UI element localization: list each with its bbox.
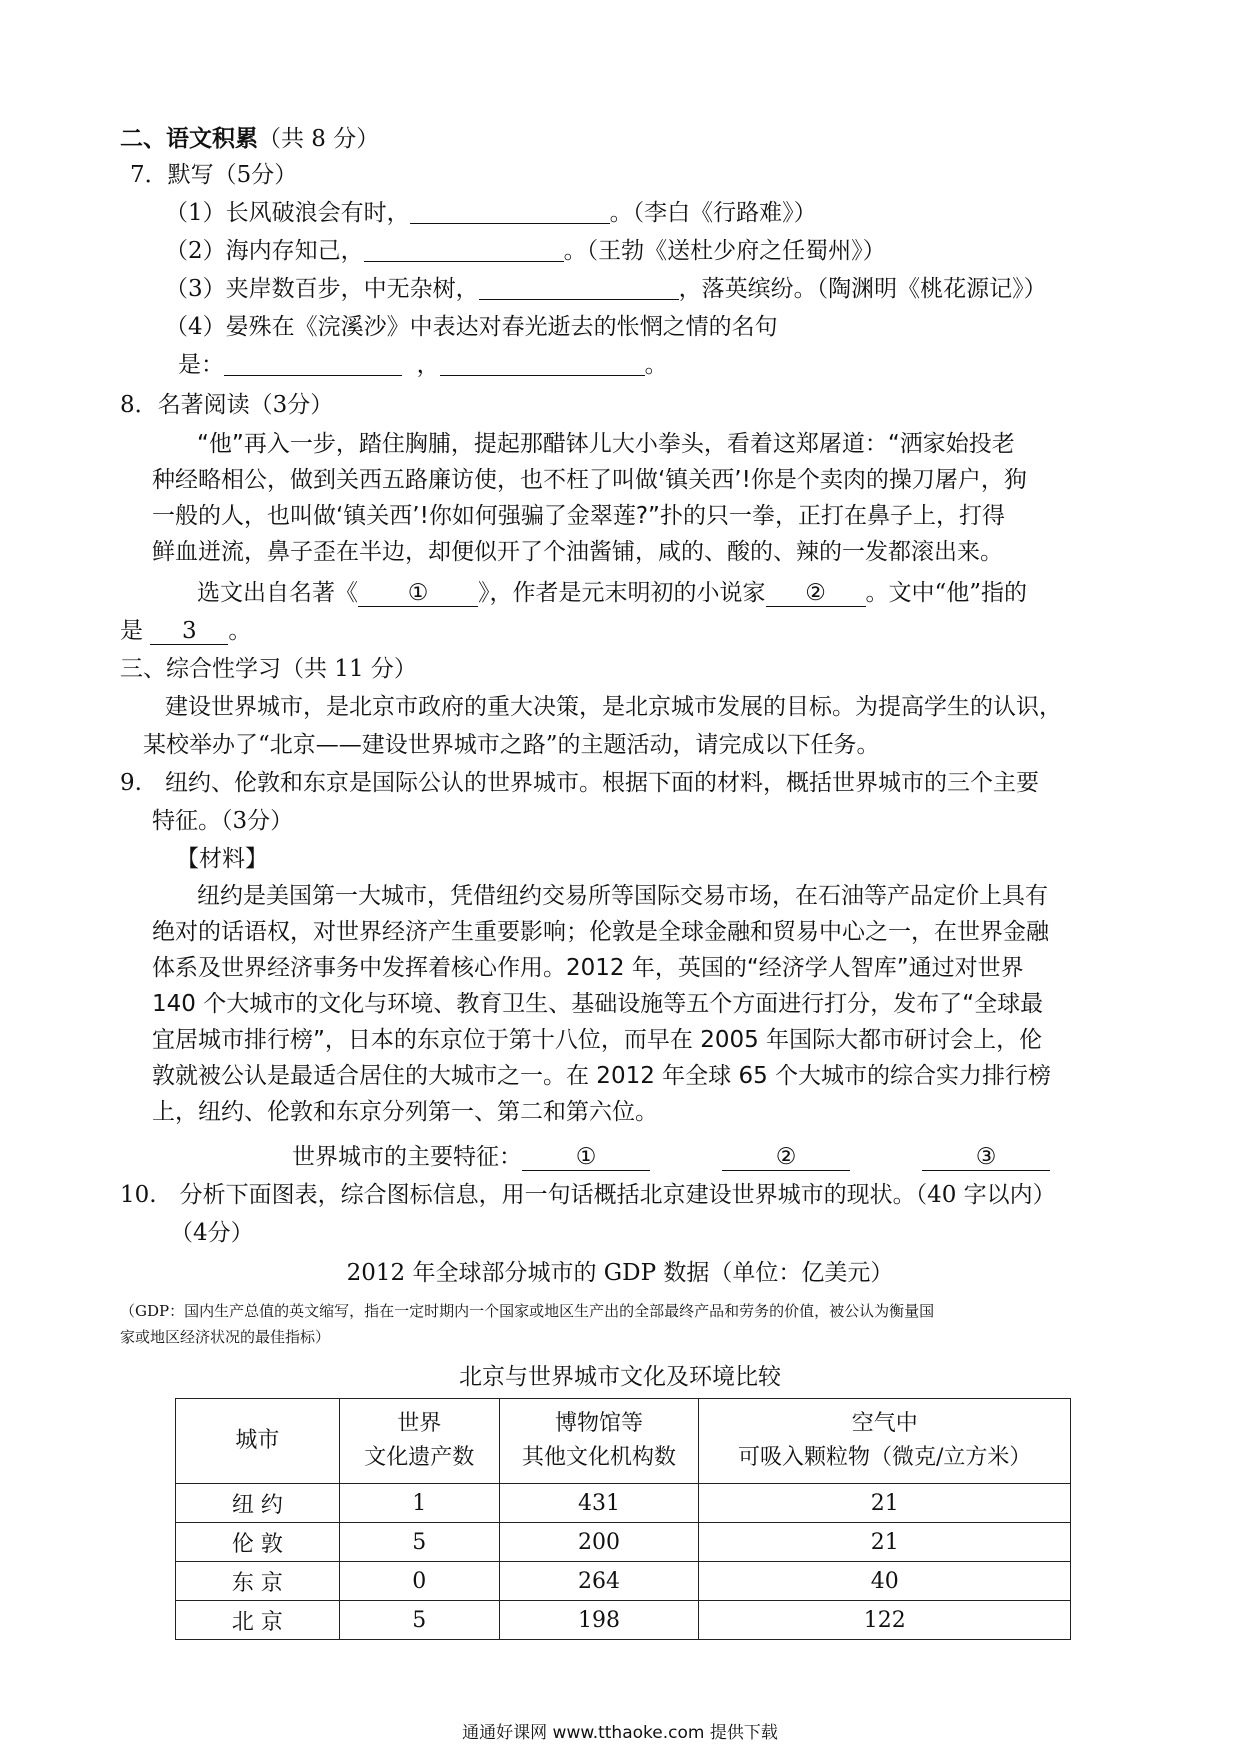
q9-answer-blank-2[interactable]: ② bbox=[722, 1144, 850, 1171]
q8-question-e: 。 bbox=[228, 618, 252, 644]
section2-title-rest: （共 8 分） bbox=[258, 126, 380, 152]
gdp-caption: 2012 年全球部分城市的 GDP 数据（单位：亿美元） bbox=[346, 1260, 894, 1286]
cell-city: 北 京 bbox=[176, 1601, 340, 1640]
q8-blank-3[interactable]: 3 bbox=[150, 618, 228, 645]
cell-museums: 198 bbox=[499, 1601, 699, 1640]
q9-material-line-7: 上，纽约、伦敦和东京分列第一、第二和第六位。 bbox=[152, 1099, 658, 1125]
q8-question-b: 》，作者是元末明初的小说家 bbox=[478, 580, 766, 606]
q8-blank-1[interactable]: ① bbox=[358, 580, 478, 607]
q8-passage-line-1: “他”再入一步，踏住胸脯，提起那醋钵儿大小拳头，看着这郑屠道：“洒家始投老 bbox=[197, 431, 1015, 457]
q9-answer-label: 世界城市的主要特征： bbox=[292, 1144, 522, 1170]
q7-item-4-line2-mid: ， bbox=[416, 352, 440, 378]
section3-title: 三、综合性学习（共 11 分） bbox=[120, 656, 417, 682]
q7-item-4: （4）晏殊在《浣溪沙》中表达对春光逝去的怅惘之情的名句 bbox=[165, 314, 778, 340]
q9-line-1: 9. 纽约、伦敦和东京是国际公认的世界城市。根据下面的材料，概括世界城市的三个主要 bbox=[120, 770, 1039, 796]
q9-material-line-4: 140 个大城市的文化与环境、教育卫生、基础设施等五个方面进行打分，发布了“全球最 bbox=[152, 991, 1044, 1017]
table-row bbox=[176, 1484, 1071, 1523]
q10-line-1: 10. 分析下面图表，综合图标信息，用一句话概括北京建设世界城市的现状。（40 字以内） bbox=[120, 1182, 1056, 1208]
q7-item-1-post: 。（李白《行路难》） bbox=[609, 200, 817, 226]
cell-museums: 431 bbox=[499, 1484, 699, 1523]
q7-item-3-pre: （3）夹岸数百步，中无杂树， bbox=[165, 276, 479, 302]
cell-particulates: 122 bbox=[699, 1601, 1071, 1640]
section2-title-bold: 二、语文积累 bbox=[120, 126, 258, 152]
q7-item-2-blank[interactable] bbox=[364, 237, 564, 262]
q8-passage-line-2: 种经略相公，做到关西五路廉访使，也不枉了叫做‘镇关西’!你是个卖肉的操刀屠户，狗 bbox=[152, 467, 1027, 493]
q7-item-4-line2-pre: 是： bbox=[178, 352, 224, 378]
q9-material bbox=[152, 878, 1132, 1130]
gdp-note-line-1: （GDP：国内生产总值的英文缩写，指在一定时期内一个国家或地区生产出的全部最终产品和劳务的价值，被公认为衡量国 bbox=[120, 1302, 935, 1320]
q8-passage-line-3: 一般的人，也叫做‘镇关西’!你如何强骗了金翠莲?”扑的只一拳，正打在鼻子上，打得 bbox=[152, 503, 1005, 529]
q9-material-label: 【材料】 bbox=[176, 846, 268, 872]
table-row bbox=[176, 1562, 1071, 1601]
cell-particulates: 40 bbox=[699, 1562, 1071, 1601]
q7-item-4-line2-post: 。 bbox=[644, 352, 668, 378]
q9-material-line-1: 纽约是美国第一大城市，凭借纽约交易所等国际交易市场，在石油等产品定价上具有 bbox=[197, 883, 1048, 909]
cell-heritage: 5 bbox=[339, 1601, 499, 1640]
comparison-table bbox=[175, 1398, 1071, 1640]
cell-city: 伦 敦 bbox=[176, 1523, 340, 1562]
cell-heritage: 0 bbox=[339, 1562, 499, 1601]
q7-item-4-blank-a[interactable] bbox=[224, 351, 402, 376]
header-museums: 博物馆等 其他文化机构数 bbox=[499, 1399, 699, 1484]
q8-question-d: 是 bbox=[120, 618, 143, 644]
q9-material-line-3: 体系及世界经济事务中发挥着核心作用。2012 年，英国的“经济学人智库”通过对世界 bbox=[152, 955, 1024, 981]
section3-intro-line-2: 某校举办了“北京——建设世界城市之路”的主题活动，请完成以下任务。 bbox=[143, 732, 880, 758]
q8-blank-2[interactable]: ② bbox=[766, 580, 866, 607]
cell-heritage: 5 bbox=[339, 1523, 499, 1562]
q7-item-1-pre: （1）长风破浪会有时， bbox=[165, 200, 410, 226]
q7-item-3 bbox=[165, 274, 1047, 304]
q9-answer-blank-1[interactable]: ① bbox=[522, 1144, 650, 1171]
q9-material-line-6: 敦就被公认是最适合居住的大城市之一。在 2012 年全球 65 个大城市的综合实力排行榜 bbox=[152, 1063, 1052, 1089]
q8-passage bbox=[152, 426, 1132, 570]
cell-museums: 200 bbox=[499, 1523, 699, 1562]
gdp-note bbox=[120, 1298, 1120, 1350]
cell-city: 东 京 bbox=[176, 1562, 340, 1601]
q7-item-1-blank[interactable] bbox=[410, 199, 610, 224]
gdp-note-line-2: 家或地区经济状况的最佳指标） bbox=[120, 1328, 331, 1346]
q7-item-2 bbox=[165, 236, 886, 266]
q9-line-2: 特征。（3分） bbox=[152, 808, 294, 834]
q7-item-2-pre: （2）海内存知己， bbox=[165, 238, 364, 264]
q7-item-4-blank-b[interactable] bbox=[440, 351, 645, 376]
q7-item-1 bbox=[165, 198, 817, 228]
header-heritage: 世界 文化遗产数 bbox=[339, 1399, 499, 1484]
q8-label: 8．名著阅读（3分） bbox=[120, 392, 334, 418]
q9-material-line-2: 绝对的话语权，对世界经济产生重要影响；伦敦是全球金融和贸易中心之一，在世界金融 bbox=[152, 919, 1049, 945]
q8-question-a: 选文出自名著《 bbox=[197, 580, 358, 606]
q8-question-line2 bbox=[120, 616, 251, 646]
q10-line-2: （4分） bbox=[170, 1220, 254, 1246]
cell-museums: 264 bbox=[499, 1562, 699, 1601]
cell-particulates: 21 bbox=[699, 1484, 1071, 1523]
q8-question bbox=[197, 578, 1027, 608]
section3-intro-line-1: 建设世界城市，是北京市政府的重大决策，是北京城市发展的目标。为提高学生的认识， bbox=[165, 694, 1062, 720]
q9-material-line-5: 宜居城市排行榜”，日本的东京位于第十八位，而早在 2005 年国际大都市研讨会上，伦 bbox=[152, 1027, 1043, 1053]
table-row bbox=[176, 1601, 1071, 1640]
q7-item-3-post: ，落英缤纷。（陶渊明《桃花源记》） bbox=[678, 276, 1047, 302]
q9-answer-row bbox=[292, 1142, 1050, 1172]
table-header-row bbox=[176, 1399, 1071, 1484]
q7-item-4-line2 bbox=[178, 350, 668, 380]
header-city: 城市 bbox=[176, 1399, 340, 1484]
q7-item-2-post: 。（王勃《送杜少府之任蜀州》） bbox=[563, 238, 886, 264]
q8-passage-line-4: 鲜血迸流，鼻子歪在半边，却便似开了个油酱铺，咸的、酸的、辣的一发都滚出来。 bbox=[152, 539, 1003, 565]
header-particulates: 空气中 可吸入颗粒物（微克/立方米） bbox=[699, 1399, 1071, 1484]
q7-label: 7．默写（5分） bbox=[130, 162, 298, 188]
q9-answer-blank-3[interactable]: ③ bbox=[922, 1144, 1050, 1171]
section2-title bbox=[120, 124, 379, 154]
cell-heritage: 1 bbox=[339, 1484, 499, 1523]
q8-question-c: 。文中“他”指的 bbox=[865, 580, 1028, 606]
q7-item-3-blank[interactable] bbox=[479, 275, 679, 300]
cell-city: 纽 约 bbox=[176, 1484, 340, 1523]
cell-particulates: 21 bbox=[699, 1523, 1071, 1562]
table-row bbox=[176, 1523, 1071, 1562]
table-caption: 北京与世界城市文化及环境比较 bbox=[459, 1364, 781, 1390]
page-footer: 通通好课网 www.tthaoke.com 提供下载 bbox=[462, 1723, 778, 1743]
